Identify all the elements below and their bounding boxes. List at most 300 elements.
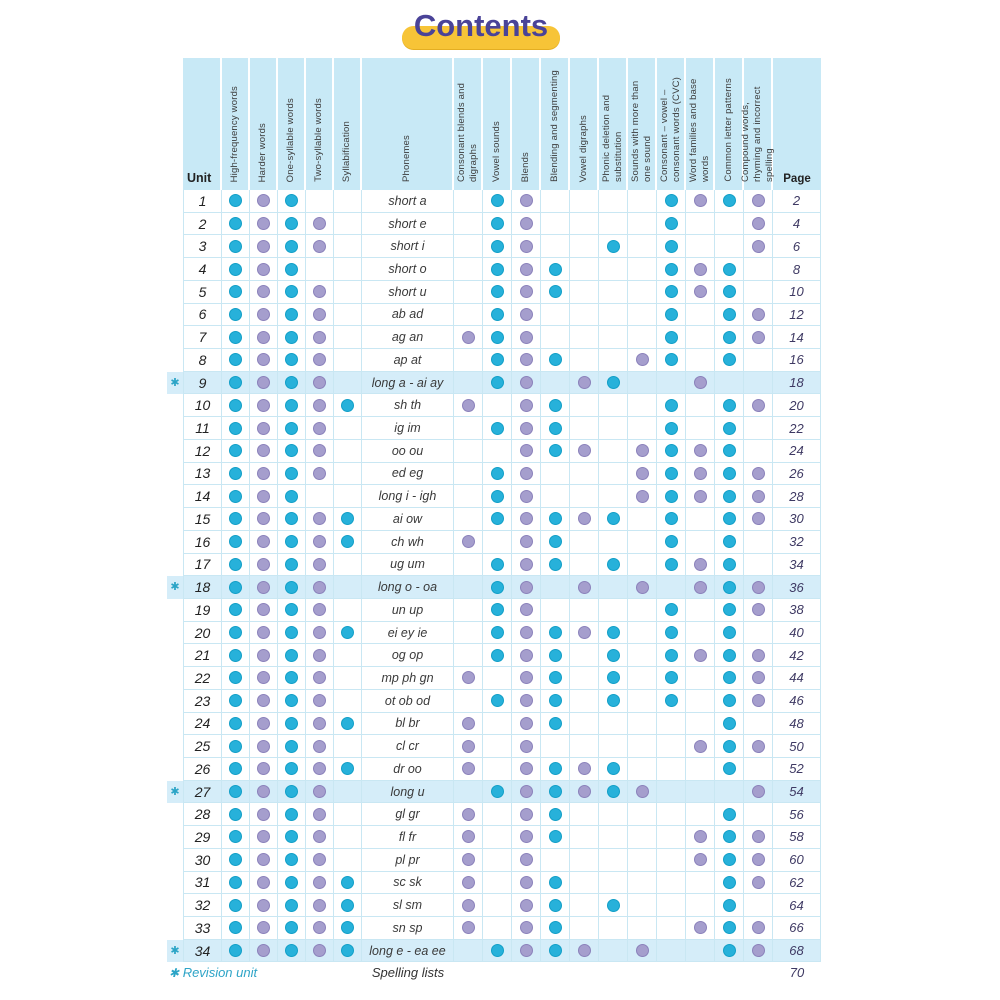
feature-dot-cell: [541, 599, 570, 622]
feature-dot-cell: [715, 758, 744, 781]
unit-cell: [183, 849, 222, 872]
table-row: [167, 894, 821, 917]
column-header-two-syllable-words: [306, 58, 334, 190]
phoneme-label: ed eg: [391, 466, 424, 481]
page-number: 28: [789, 488, 804, 504]
table-footer: [167, 962, 821, 984]
phoneme-cell: [362, 576, 454, 599]
feature-dot-cell: [657, 622, 686, 645]
feature-dot-cell: [278, 940, 306, 963]
feature-dot-cell: [744, 644, 773, 667]
cyan-dot: [285, 194, 298, 207]
purple-dot: [257, 785, 270, 798]
cyan-dot: [665, 603, 678, 616]
feature-dot-cell: [334, 258, 362, 281]
phoneme-label: sc sk: [393, 875, 422, 890]
phoneme-label: dr oo: [393, 761, 422, 776]
feature-dot-cell: [599, 258, 628, 281]
feature-dot-cell: [483, 258, 512, 281]
feature-dot-cell: [222, 235, 250, 258]
column-header-label: Syllabification: [341, 120, 353, 182]
cyan-dot: [285, 467, 298, 480]
page-number: 46: [789, 693, 804, 709]
feature-dot-cell: [686, 781, 715, 804]
feature-dot-cell: [599, 803, 628, 826]
feature-dot-cell: [570, 440, 599, 463]
phoneme-label: oo ou: [391, 443, 424, 458]
cyan-dot: [665, 444, 678, 457]
feature-dot-cell: [278, 917, 306, 940]
cyan-dot: [285, 694, 298, 707]
cyan-dot: [723, 626, 736, 639]
feature-dot-cell: [454, 803, 483, 826]
feature-dot-cell: [715, 894, 744, 917]
cyan-dot: [285, 853, 298, 866]
purple-dot: [694, 740, 707, 753]
feature-dot-cell: [334, 531, 362, 554]
cyan-dot: [491, 944, 504, 957]
feature-dot-cell: [628, 849, 657, 872]
feature-dot-cell: [686, 917, 715, 940]
feature-dot-cell: [306, 213, 334, 236]
feature-dot-cell: [570, 485, 599, 508]
feature-dot-cell: [334, 622, 362, 645]
feature-dot-cell: [278, 531, 306, 554]
purple-dot: [636, 353, 649, 366]
feature-dot-cell: [454, 872, 483, 895]
feature-dot-cell: [334, 781, 362, 804]
feature-dot-cell: [628, 417, 657, 440]
purple-dot: [636, 944, 649, 957]
feature-dot-cell: [657, 644, 686, 667]
feature-dot-cell: [628, 326, 657, 349]
page-number: 60: [789, 852, 804, 868]
purple-dot: [578, 944, 591, 957]
feature-dot-cell: [686, 326, 715, 349]
cyan-dot: [723, 944, 736, 957]
feature-dot-cell: [744, 213, 773, 236]
table-row: [167, 826, 821, 849]
feature-dot-cell: [686, 235, 715, 258]
purple-dot: [520, 308, 533, 321]
feature-dot-cell: [657, 894, 686, 917]
phoneme-cell: [362, 894, 454, 917]
feature-dot-cell: [512, 667, 541, 690]
purple-dot: [313, 740, 326, 753]
table-row: [167, 667, 821, 690]
feature-dot-cell: [334, 372, 362, 395]
feature-dot-cell: [657, 190, 686, 213]
cyan-dot: [723, 512, 736, 525]
feature-dot-cell: [250, 735, 278, 758]
purple-dot: [313, 899, 326, 912]
revision-asterisk-icon: ✱: [169, 966, 180, 980]
feature-dot-cell: [250, 894, 278, 917]
purple-dot: [257, 535, 270, 548]
feature-dot-cell: [454, 644, 483, 667]
cyan-dot: [607, 558, 620, 571]
purple-dot: [257, 944, 270, 957]
unit-cell: [183, 485, 222, 508]
feature-dot-cell: [599, 894, 628, 917]
cyan-dot: [549, 899, 562, 912]
feature-dot-cell: [686, 735, 715, 758]
feature-dot-cell: [686, 554, 715, 577]
purple-dot: [694, 490, 707, 503]
cyan-dot: [285, 603, 298, 616]
feature-dot-cell: [686, 713, 715, 736]
revision-asterisk-icon: ✱: [170, 785, 180, 798]
feature-dot-cell: [744, 713, 773, 736]
feature-dot-cell: [278, 508, 306, 531]
cyan-dot: [549, 671, 562, 684]
purple-dot: [313, 376, 326, 389]
cyan-dot: [491, 422, 504, 435]
row-gutter: [167, 394, 183, 417]
feature-dot-cell: [222, 326, 250, 349]
purple-dot: [694, 830, 707, 843]
purple-dot: [257, 899, 270, 912]
feature-dot-cell: [512, 713, 541, 736]
feature-dot-cell: [628, 622, 657, 645]
feature-dot-cell: [250, 644, 278, 667]
phoneme-label: gl gr: [395, 807, 420, 822]
page-cell: [773, 190, 821, 213]
feature-dot-cell: [541, 576, 570, 599]
feature-dot-cell: [570, 872, 599, 895]
row-gutter: [167, 690, 183, 713]
unit-number: 15: [194, 510, 211, 527]
feature-dot-cell: [222, 826, 250, 849]
cyan-dot: [723, 308, 736, 321]
purple-dot: [694, 853, 707, 866]
feature-dot-cell: [541, 872, 570, 895]
phoneme-cell: [362, 758, 454, 781]
feature-dot-cell: [715, 940, 744, 963]
table-row: [167, 326, 821, 349]
row-gutter: [167, 372, 183, 395]
feature-dot-cell: [686, 372, 715, 395]
feature-dot-cell: [454, 508, 483, 531]
phoneme-cell: [362, 690, 454, 713]
feature-dot-cell: [686, 622, 715, 645]
purple-dot: [257, 671, 270, 684]
feature-dot-cell: [483, 826, 512, 849]
purple-dot: [636, 490, 649, 503]
phoneme-cell: [362, 872, 454, 895]
feature-dot-cell: [483, 463, 512, 486]
feature-dot-cell: [306, 190, 334, 213]
cyan-dot: [229, 490, 242, 503]
feature-dot-cell: [278, 576, 306, 599]
feature-dot-cell: [278, 644, 306, 667]
feature-dot-cell: [222, 758, 250, 781]
page-cell: [773, 281, 821, 304]
cyan-dot: [341, 399, 354, 412]
page-cell: [773, 758, 821, 781]
phoneme-label: pl pr: [395, 852, 420, 867]
column-header-label: Common letter patterns: [722, 78, 734, 182]
feature-dot-cell: [250, 349, 278, 372]
column-header-cvc-words: [657, 58, 686, 190]
phoneme-label: sh th: [393, 398, 422, 413]
unit-number: 7: [198, 329, 207, 346]
purple-dot: [694, 194, 707, 207]
purple-dot: [520, 285, 533, 298]
phoneme-label: cl cr: [396, 739, 419, 754]
feature-dot-cell: [334, 894, 362, 917]
phoneme-label: fl fr: [398, 829, 417, 844]
page-number: 10: [789, 284, 804, 300]
purple-dot: [257, 762, 270, 775]
feature-dot-cell: [599, 622, 628, 645]
feature-dot-cell: [278, 554, 306, 577]
feature-dot-cell: [570, 622, 599, 645]
feature-dot-cell: [686, 758, 715, 781]
purple-dot: [520, 944, 533, 957]
feature-dot-cell: [657, 803, 686, 826]
feature-dot-cell: [715, 281, 744, 304]
feature-dot-cell: [541, 463, 570, 486]
feature-dot-cell: [334, 485, 362, 508]
unit-number: 9: [198, 374, 207, 391]
feature-dot-cell: [744, 849, 773, 872]
purple-dot: [462, 830, 475, 843]
feature-dot-cell: [744, 508, 773, 531]
unit-number: 23: [194, 692, 211, 709]
table-row: [167, 463, 821, 486]
purple-dot: [313, 581, 326, 594]
feature-dot-cell: [570, 826, 599, 849]
feature-dot-cell: [512, 372, 541, 395]
cyan-dot: [549, 694, 562, 707]
phoneme-cell: [362, 326, 454, 349]
cyan-dot: [723, 422, 736, 435]
feature-dot-cell: [715, 849, 744, 872]
feature-dot-cell: [222, 440, 250, 463]
feature-dot-cell: [715, 872, 744, 895]
feature-dot-cell: [278, 667, 306, 690]
feature-dot-cell: [334, 917, 362, 940]
table-row: [167, 508, 821, 531]
cyan-dot: [491, 785, 504, 798]
cyan-dot: [229, 240, 242, 253]
feature-dot-cell: [512, 644, 541, 667]
feature-dot-cell: [744, 917, 773, 940]
cyan-dot: [285, 263, 298, 276]
purple-dot: [520, 194, 533, 207]
feature-dot-cell: [599, 394, 628, 417]
purple-dot: [257, 853, 270, 866]
unit-cell: [183, 781, 222, 804]
phoneme-label: un up: [391, 602, 424, 617]
purple-dot: [520, 785, 533, 798]
phoneme-label: ot ob od: [384, 693, 431, 708]
cyan-dot: [229, 785, 242, 798]
feature-dot-cell: [744, 304, 773, 327]
feature-dot-cell: [715, 554, 744, 577]
feature-dot-cell: [483, 213, 512, 236]
page-cell: [773, 417, 821, 440]
purple-dot: [694, 921, 707, 934]
cyan-dot: [723, 353, 736, 366]
feature-dot-cell: [222, 781, 250, 804]
page-cell: [773, 554, 821, 577]
phoneme-label: long i - igh: [378, 489, 437, 504]
purple-dot: [462, 808, 475, 821]
feature-dot-cell: [744, 531, 773, 554]
feature-dot-cell: [222, 803, 250, 826]
purple-dot: [313, 944, 326, 957]
feature-dot-cell: [306, 872, 334, 895]
feature-dot-cell: [715, 622, 744, 645]
page-cell: [773, 258, 821, 281]
feature-dot-cell: [628, 644, 657, 667]
feature-dot-cell: [715, 326, 744, 349]
feature-dot-cell: [250, 235, 278, 258]
purple-dot: [462, 899, 475, 912]
feature-dot-cell: [628, 713, 657, 736]
purple-dot: [257, 808, 270, 821]
feature-dot-cell: [454, 781, 483, 804]
feature-dot-cell: [222, 258, 250, 281]
feature-dot-cell: [628, 940, 657, 963]
feature-dot-cell: [686, 940, 715, 963]
feature-dot-cell: [222, 644, 250, 667]
feature-dot-cell: [570, 304, 599, 327]
purple-dot: [257, 512, 270, 525]
column-header-label: Harder words: [257, 122, 269, 182]
feature-dot-cell: [334, 940, 362, 963]
feature-dot-cell: [250, 803, 278, 826]
cyan-dot: [665, 263, 678, 276]
phoneme-label: ag an: [391, 330, 424, 345]
table-row: [167, 690, 821, 713]
table-row: [167, 781, 821, 804]
page-number: 42: [789, 647, 804, 663]
row-gutter: [167, 440, 183, 463]
cyan-dot: [607, 762, 620, 775]
table-row: [167, 281, 821, 304]
cyan-dot: [549, 808, 562, 821]
phoneme-label: short a: [388, 193, 427, 208]
feature-dot-cell: [570, 281, 599, 304]
feature-dot-cell: [744, 894, 773, 917]
cyan-dot: [549, 876, 562, 889]
phoneme-label: ug um: [390, 557, 425, 572]
purple-dot: [520, 876, 533, 889]
cyan-dot: [341, 512, 354, 525]
column-header-label: Vowel sounds: [490, 120, 502, 182]
table-row: [167, 190, 821, 213]
cyan-dot: [723, 263, 736, 276]
feature-dot-cell: [657, 463, 686, 486]
feature-dot-cell: [454, 758, 483, 781]
purple-dot: [752, 694, 765, 707]
purple-dot: [520, 762, 533, 775]
feature-dot-cell: [278, 781, 306, 804]
purple-dot: [257, 558, 270, 571]
feature-dot-cell: [599, 872, 628, 895]
cyan-dot: [491, 467, 504, 480]
feature-dot-cell: [686, 190, 715, 213]
feature-dot-cell: [570, 599, 599, 622]
cyan-dot: [341, 626, 354, 639]
feature-dot-cell: [744, 803, 773, 826]
feature-dot-cell: [599, 554, 628, 577]
feature-dot-cell: [599, 463, 628, 486]
feature-dot-cell: [306, 667, 334, 690]
feature-dot-cell: [541, 417, 570, 440]
feature-dot-cell: [483, 304, 512, 327]
cyan-dot: [665, 422, 678, 435]
cyan-dot: [341, 876, 354, 889]
page-number: 32: [789, 534, 804, 550]
feature-dot-cell: [628, 599, 657, 622]
feature-dot-cell: [222, 372, 250, 395]
feature-dot-cell: [657, 326, 686, 349]
cyan-dot: [229, 694, 242, 707]
phoneme-cell: [362, 281, 454, 304]
cyan-dot: [229, 444, 242, 457]
purple-dot: [313, 285, 326, 298]
row-gutter: [167, 803, 183, 826]
feature-dot-cell: [628, 781, 657, 804]
feature-dot-cell: [483, 599, 512, 622]
feature-dot-cell: [250, 440, 278, 463]
unit-cell: [183, 576, 222, 599]
feature-dot-cell: [599, 690, 628, 713]
feature-dot-cell: [250, 758, 278, 781]
phoneme-cell: [362, 531, 454, 554]
phoneme-cell: [362, 349, 454, 372]
purple-dot: [694, 376, 707, 389]
feature-dot-cell: [541, 554, 570, 577]
cyan-dot: [723, 490, 736, 503]
purple-dot: [752, 603, 765, 616]
unit-number: 26: [194, 760, 211, 777]
purple-dot: [520, 399, 533, 412]
feature-dot-cell: [628, 894, 657, 917]
phoneme-cell: [362, 667, 454, 690]
unit-cell: [183, 508, 222, 531]
feature-dot-cell: [222, 190, 250, 213]
feature-dot-cell: [744, 735, 773, 758]
spelling-lists-label: Spelling lists: [371, 965, 445, 980]
feature-dot-cell: [657, 213, 686, 236]
column-header-blends: [512, 58, 541, 190]
cyan-dot: [229, 740, 242, 753]
feature-dot-cell: [454, 258, 483, 281]
page-number: 56: [789, 806, 804, 822]
feature-dot-cell: [512, 917, 541, 940]
purple-dot: [257, 353, 270, 366]
feature-dot-cell: [541, 894, 570, 917]
purple-dot: [257, 467, 270, 480]
feature-dot-cell: [628, 690, 657, 713]
unit-cell: [183, 758, 222, 781]
unit-cell: [183, 440, 222, 463]
row-gutter: [167, 326, 183, 349]
feature-dot-cell: [599, 667, 628, 690]
feature-dot-cell: [628, 531, 657, 554]
feature-dot-cell: [599, 235, 628, 258]
purple-dot: [313, 717, 326, 730]
page-number: 24: [789, 443, 804, 459]
cyan-dot: [285, 944, 298, 957]
cyan-dot: [229, 558, 242, 571]
feature-dot-cell: [541, 326, 570, 349]
